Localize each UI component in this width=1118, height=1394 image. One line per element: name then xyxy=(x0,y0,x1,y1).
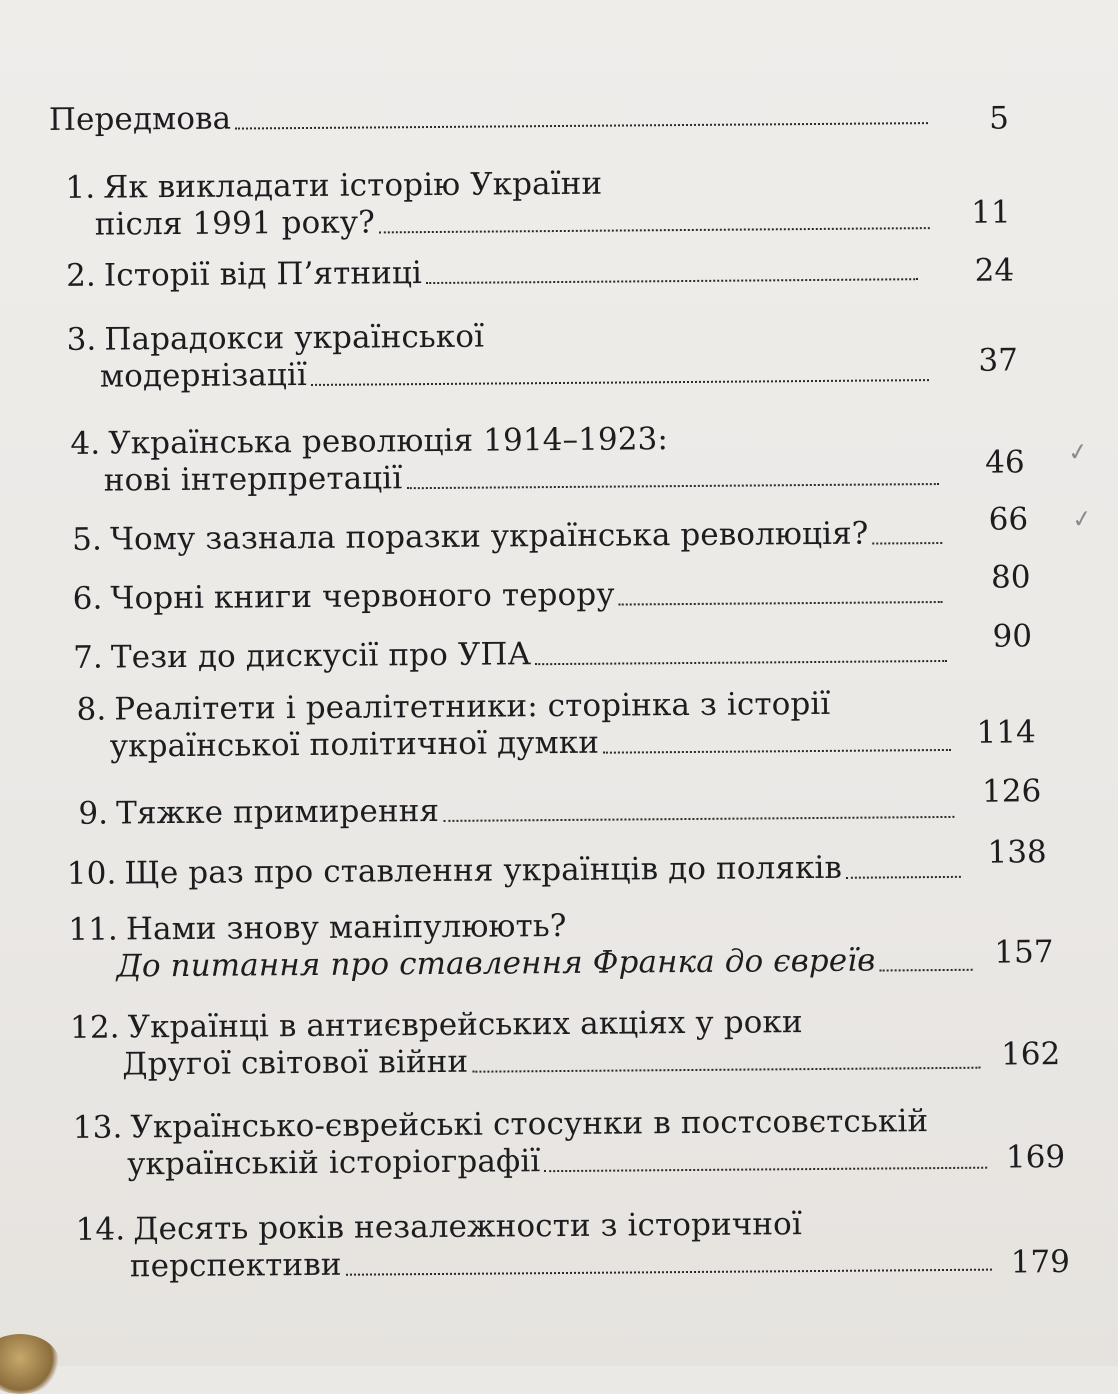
toc-page-number: 126 xyxy=(981,773,1042,810)
toc-entry-number: 1. xyxy=(65,169,96,206)
dot-leader xyxy=(443,816,954,822)
dot-leader xyxy=(426,278,918,284)
dot-leader xyxy=(535,660,947,665)
dot-leader xyxy=(472,1067,980,1073)
toc-entry-subtitle: До питання про ставлення Франка до євреїв xyxy=(116,942,876,985)
toc-page-number: 179 xyxy=(1010,1244,1071,1281)
toc-entry-7 xyxy=(73,633,953,677)
toc-entry-title: Чорні книги червоного терору xyxy=(110,576,615,617)
toc-entry-number: 3. xyxy=(66,321,97,358)
toc-page-number: 114 xyxy=(976,714,1036,751)
toc-entry-line xyxy=(71,456,945,500)
toc-entry-14 xyxy=(76,1205,999,1286)
toc-entry-12 xyxy=(70,1003,987,1084)
dot-leader xyxy=(346,1269,992,1276)
toc-page-number: 66 xyxy=(988,501,1029,538)
toc-entry-title: Українська революція 1914–1923: xyxy=(108,421,669,462)
toc-entry-title: Передмова xyxy=(48,100,232,139)
dot-leader xyxy=(235,122,928,129)
toc-entry-title-continued: українській історіографії xyxy=(126,1143,541,1183)
toc-entry-13 xyxy=(73,1103,994,1184)
toc-entry-title: Парадокси української xyxy=(104,318,485,358)
toc-entry-title-continued: української політичної думки xyxy=(109,724,600,765)
toc-entry-line xyxy=(73,574,949,618)
toc-entry-1 xyxy=(65,163,936,244)
toc-entry-line xyxy=(66,251,924,295)
toc-entry-4 xyxy=(70,419,945,500)
dot-leader xyxy=(406,483,938,489)
toc-entry-title: Тяжке примирення xyxy=(116,792,440,832)
dot-leader xyxy=(544,1167,987,1172)
toc-entry-line xyxy=(73,633,953,677)
toc-page-number: 157 xyxy=(994,934,1054,971)
toc-entry-title: Українці в антиєврейських акціях у роки xyxy=(127,1004,803,1046)
toc-entry-title-continued: модернізації xyxy=(99,356,308,395)
check-mark: ✓ xyxy=(1070,503,1094,535)
toc-entry-number: 2. xyxy=(66,257,97,294)
dot-leader xyxy=(872,542,942,545)
toc-entry-title-continued: перспективи xyxy=(129,1246,342,1285)
check-mark: ✓ xyxy=(1066,436,1090,468)
toc-entry-title-continued: після 1991 року? xyxy=(94,204,376,243)
toc-page-number: 5 xyxy=(989,100,1010,137)
toc-entry-line xyxy=(67,849,967,893)
dot-leader xyxy=(846,876,961,879)
toc-entry-title: Як викладати історію України xyxy=(103,165,603,206)
toc-entry-number: 6. xyxy=(72,580,103,617)
dot-leader xyxy=(619,601,943,606)
toc-entry-title: Ще раз про ставлення українців до поляків xyxy=(124,849,843,892)
toc-page-number: 90 xyxy=(992,618,1033,655)
toc-entry-number: 10. xyxy=(66,855,117,892)
toc-entry-line xyxy=(68,942,978,986)
dot-leader xyxy=(379,227,930,233)
toc-entry-10 xyxy=(67,849,967,893)
toc-entry-line xyxy=(76,685,956,729)
toc-entry-line xyxy=(73,1140,993,1184)
toc-entry-line xyxy=(73,1103,993,1147)
toc-entry-title: Десять років незалежности з історичної xyxy=(133,1206,803,1248)
toc-page-number: 138 xyxy=(987,834,1047,871)
toc-entry-line xyxy=(49,95,934,139)
dot-leader xyxy=(603,749,951,754)
toc-entry-number: 11. xyxy=(68,911,119,948)
toc-entry-title: Українсько-єврейські стосунки в постсовєтській xyxy=(130,1103,929,1146)
toc-entry-line xyxy=(78,789,960,833)
toc-entry-title: Чому зазнала поразки українська революція? xyxy=(109,515,869,558)
toc-page-number: 162 xyxy=(1000,1036,1061,1073)
toc-page-number: 80 xyxy=(990,559,1031,596)
toc-entry-title: Тези до дискусії про УПА xyxy=(110,636,532,676)
toc-page-number: 11 xyxy=(971,194,1011,231)
toc-entry-number: 7. xyxy=(73,639,104,676)
toc-entry-line xyxy=(66,200,936,244)
toc-entry-6 xyxy=(73,574,949,618)
toc-page-number: 169 xyxy=(1005,1139,1066,1176)
toc-entry-number: 9. xyxy=(78,795,109,832)
toc-entry-number: 13. xyxy=(72,1109,123,1146)
toc-entry-number: 14. xyxy=(75,1211,126,1248)
toc-entry-5 xyxy=(72,515,948,559)
toc-entry-title-continued: Другої світової війни xyxy=(122,1043,469,1083)
toc-entry-number: 12. xyxy=(69,1009,120,1046)
toc-entry-title-continued: нові інтерпретації xyxy=(103,460,403,499)
toc-entry-9 xyxy=(78,789,960,833)
toc-entry-title: Реалітети і реалітетники: сторінка з історії xyxy=(114,685,831,728)
toc-entry-preface xyxy=(49,95,934,139)
toc-entry-title: Історії від П’ятниці xyxy=(103,255,423,294)
toc-entry-line xyxy=(70,1040,986,1084)
toc-entry-number: 8. xyxy=(76,691,107,728)
toc-page-number: 46 xyxy=(985,444,1025,481)
toc-entry-11 xyxy=(68,905,979,986)
toc-entry-line xyxy=(76,1242,998,1286)
toc-entry-8 xyxy=(76,685,957,766)
toc-entry-2 xyxy=(66,251,924,295)
toc-entry-3 xyxy=(67,315,936,396)
toc-entry-line xyxy=(77,722,957,766)
toc-entry-title: Нами знову маніпулюють? xyxy=(125,907,567,948)
dot-leader xyxy=(311,379,929,386)
toc-page-number: 24 xyxy=(974,252,1015,289)
toc-entry-line xyxy=(67,352,935,396)
toc-entry-number: 4. xyxy=(70,425,101,462)
toc-entry-number: 5. xyxy=(72,521,103,558)
dot-leader xyxy=(879,969,972,972)
toc-entry-line xyxy=(72,515,948,559)
toc-page-number: 37 xyxy=(978,342,1018,379)
